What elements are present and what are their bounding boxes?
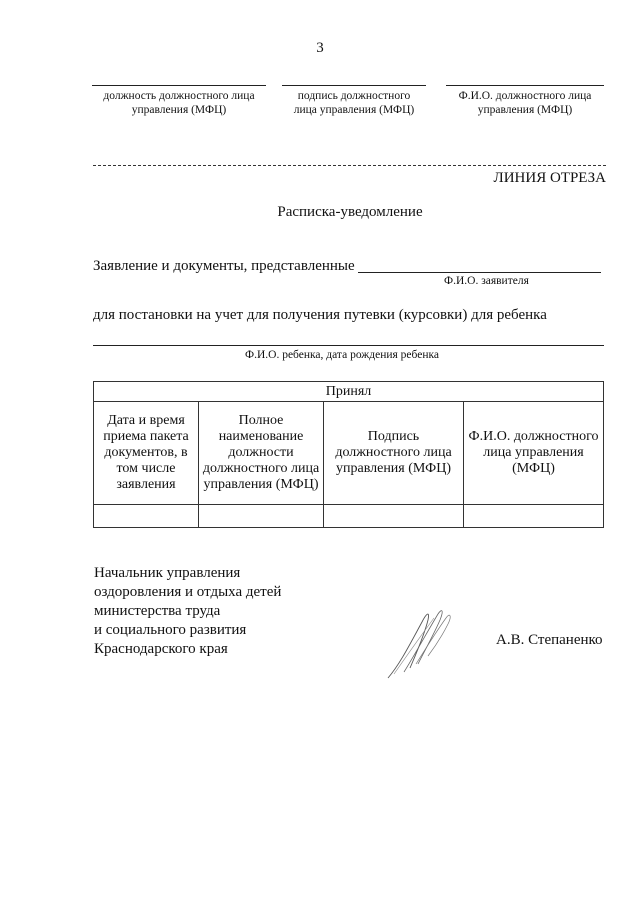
position-caption-line-1: должность должностного лица [103, 90, 255, 102]
name-rule [446, 85, 604, 86]
name-signature-column [446, 85, 604, 117]
position-rule [92, 85, 266, 86]
position-caption-line-2: управления (МФЦ) [131, 104, 227, 116]
footer-line-4: и социального развития [94, 622, 247, 638]
column-official-name: Ф.И.О. должностного лица управления (МФЦ) [464, 402, 604, 505]
column-position: Полное наименование должности должностного лица управления (МФЦ) [199, 402, 324, 505]
signature-caption-line-1: подпись должностного [297, 90, 411, 102]
footer-line-2: оздоровления и отдыха детей [94, 584, 282, 600]
cut-line-label: ЛИНИЯ ОТРЕЗА [493, 170, 606, 186]
footer-title [94, 564, 281, 659]
handwritten-signature [380, 604, 470, 684]
cut-line [93, 165, 606, 166]
receipt-title: Расписка-уведомление [277, 204, 423, 220]
acceptance-table [93, 381, 604, 528]
signature-caption-line-2: лица управления (МФЦ) [293, 104, 415, 116]
signature-column [282, 85, 426, 117]
purpose-line: для постановки на учет для получения путевки (курсовки) для ребенка [93, 307, 547, 323]
table-cell [94, 505, 199, 528]
name-caption-line-2: управления (МФЦ) [477, 104, 573, 116]
applicant-caption: Ф.И.О. заявителя [444, 275, 529, 287]
position-signature-column [92, 85, 266, 117]
column-date-time: Дата и время приема пакета документов, в том числе заявления [94, 402, 199, 505]
footer-line-3: министерства труда [94, 603, 221, 619]
table-header: Принял [94, 382, 604, 402]
signature-rule [282, 85, 426, 86]
table-cell [324, 505, 464, 528]
page-number: 3 [316, 40, 324, 56]
footer-line-1: Начальник управления [94, 565, 241, 581]
applicant-name-rule [358, 272, 601, 273]
column-signature: Подпись должностного лица управления (МФЦ) [324, 402, 464, 505]
applicant-line-text: Заявление и документы, представленные [93, 258, 355, 274]
table-cell [464, 505, 604, 528]
child-caption: Ф.И.О. ребенка, дата рождения ребенка [245, 349, 439, 361]
table-cell [199, 505, 324, 528]
child-rule [93, 345, 604, 346]
footer-line-5: Краснодарского края [94, 641, 228, 657]
name-caption-line-1: Ф.И.О. должностного лица [458, 90, 592, 102]
signer-name: А.В. Степаненко [496, 632, 603, 648]
